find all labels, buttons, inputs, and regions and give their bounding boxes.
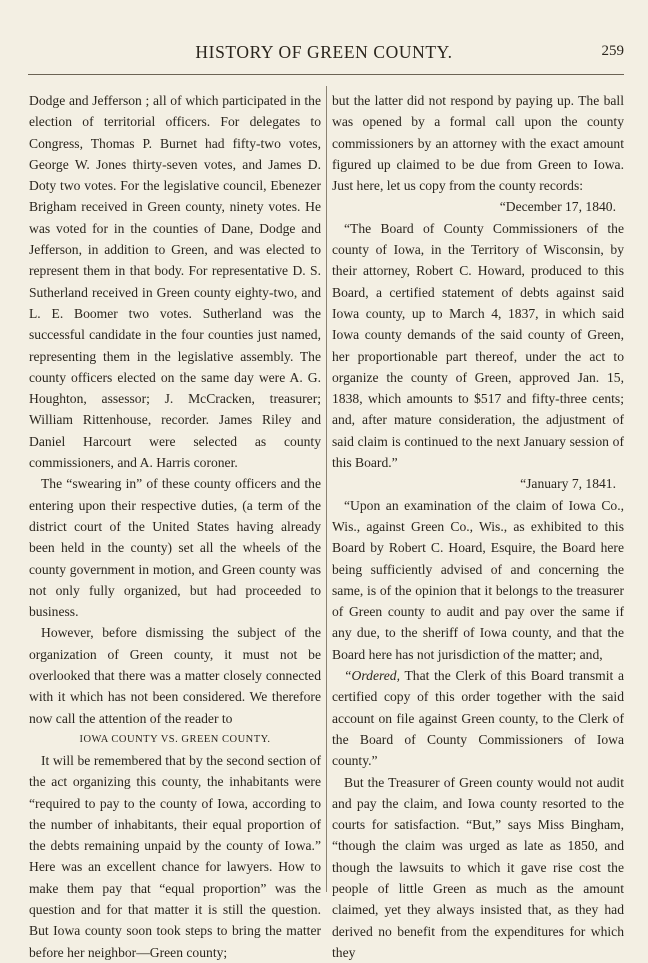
paragraph: However, before dismissing the subject of the organization of Green county, it must not be overlooked that there was a matter closely connected with it which has not been considered. We therefore now call the attention of the reader to: [29, 622, 321, 728]
record-date: “January 7, 1841.: [332, 473, 624, 494]
record-entry: “The Board of County Commissioners of the county of Iowa, in the Territory of Wisconsin, by their attorney, Robert C. Howard, produced to this Board, a certified statement of debts against said Iowa county, up to March 4, 1837, in which said Iowa county demands of the said county of Green, her proportionable part thereof, under the act to organize the county of Green, approved Jan. 15, 1838, which amounts to $517 and fifty-three cents; and, after mature consideration, the adjustment of said claim is continued to the next January session of this Board.”: [332, 218, 624, 474]
record-entry: “Upon an examination of the claim of Iowa Co., Wis., against Green Co., Wis., as exhibited to this Board by Robert C. Hoard, Esquire, the Board here being sufficiently advised of and concerning the same, is of the opinion that it belongs to the treasurer of Green county to audit and pay over the same if any due, to the sheriff of Iowa county, and that the Board here has not jurisdiction of the matter; and,: [332, 495, 624, 665]
paragraph: The “swearing in” of these county officers and the entering upon their respective duties, (a term of the district court of the United States having already been held in the county) set all the wheels of the county government in motion, and Green county was not only fully organized, but had proceeded to business.: [29, 473, 321, 622]
record-order: [332, 665, 624, 771]
paragraph: It will be remembered that by the second section of the act organizing this county, the inhabitants were “required to pay to the county of Iowa, according to the number of inhabitants, their equal proportion of the debts remaining unpaid by the county of Iowa.” Here was an excellent chance for lawyers. How to make them pay that “equal proportion” was the question and for that matter it is still the question. But Iowa county soon took steps to bring the matter before her neighbor—Green county;: [29, 750, 321, 963]
paragraph: but the latter did not respond by paying up. The ball was opened by a formal call upon the county commissioners by an attorney with the exact amount figured up claimed to be due from Green to Iowa. Just here, let us copy from the county records:: [332, 90, 624, 196]
ordered-word: “Ordered,: [344, 668, 400, 683]
running-title: HISTORY OF GREEN COUNTY.: [0, 42, 648, 63]
page-header: [0, 42, 648, 66]
header-rule: [28, 74, 624, 75]
order-text: That the Clerk of this Board transmit a certified copy of this order together with the said account on file against Green county, to the Clerk of the Board of County Commissioners of Iowa county.”: [332, 668, 624, 768]
left-column: [29, 90, 321, 963]
paragraph: Dodge and Jefferson ; all of which participated in the election of territorial officers. For delegates to Congress, Thomas P. Burnet had fifty-two votes, George W. Jones thirty-seven votes, and James D. Doty two votes. For the legislative council, Ebenezer Brigham received in Green county, ninety votes. He was voted for in the counties of Dane, Dodge and Jefferson, in addition to Green, and was elected to represent them in that body. For representative D. S. Sutherland received in Green county eighty-two, and L. E. Boomer two votes. Sutherland was the successful candidate in the four counties just named, representing them in the legislative assembly. The county officers elected on the same day were A. G. Houghton, assessor; J. McCracken, treasurer; William Rittenhouse, recorder. James Riley and Daniel Harcourt were selected as county commissioners, and A. Harris coroner.: [29, 90, 321, 473]
record-date: “December 17, 1840.: [332, 196, 624, 217]
right-column: [332, 90, 624, 963]
paragraph: But the Treasurer of Green county would not audit and pay the claim, and Iowa county resorted to the courts for satisfaction. “But,” says Miss Bingham, “though the claim was urged as late as 1850, and though the lawsuits to which it gave rise cost the people of little Green as much as the amount claimed, yet they always insisted that, as they had derived no benefit from the expenditures for which they: [332, 772, 624, 963]
page-number: 259: [602, 43, 625, 60]
column-divider: [326, 86, 327, 892]
section-subhead: IOWA COUNTY VS. GREEN COUNTY.: [29, 729, 321, 750]
